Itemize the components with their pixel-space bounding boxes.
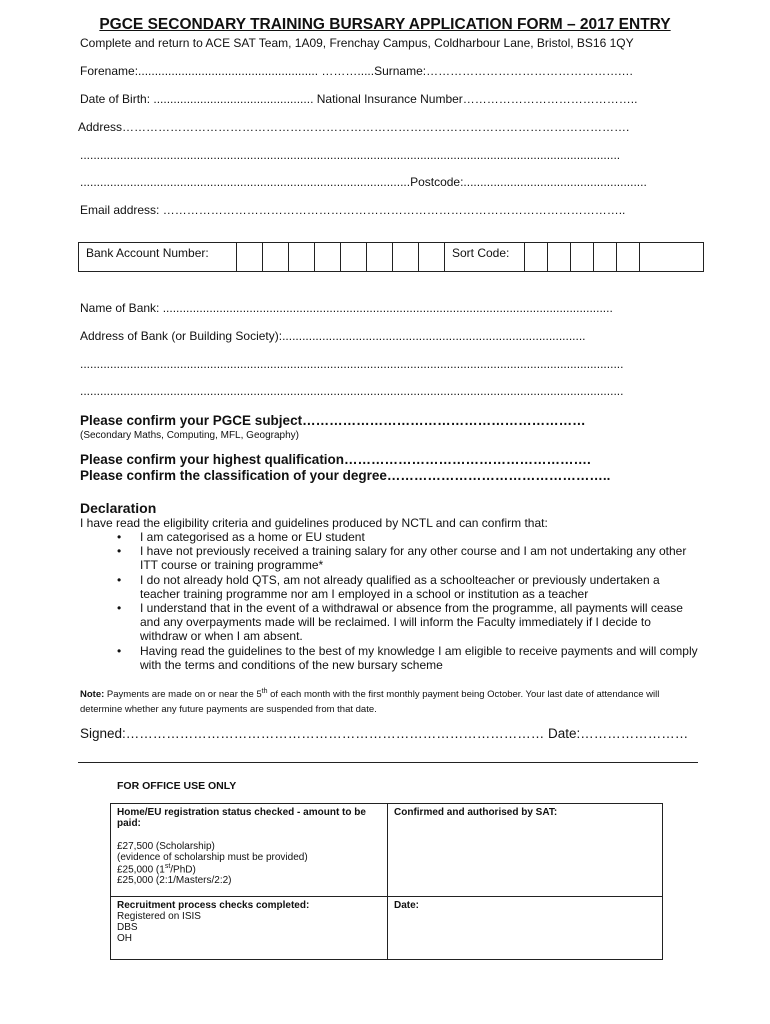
recruitment-checks-cell: Recruitment process checks completed: Registered on ISIS DBS OH bbox=[111, 897, 388, 960]
office-use-title: FOR OFFICE USE ONLY bbox=[117, 780, 237, 792]
signature-date-field[interactable]: Signed:………………………………………………………………………………… Date:…………………… bbox=[80, 726, 689, 741]
declaration-title: Declaration bbox=[80, 500, 157, 516]
account-digit-box[interactable] bbox=[366, 243, 392, 271]
sort-digit-box[interactable] bbox=[570, 243, 593, 271]
declaration-list bbox=[80, 530, 700, 672]
sat-authorisation-cell: Confirmed and authorised by SAT: bbox=[388, 804, 663, 897]
forename-surname-field[interactable]: Forename:...................................................... ……….....Surname:………………………………………….… bbox=[80, 64, 634, 78]
sort-digit-box[interactable] bbox=[616, 243, 639, 271]
bank-account-label: Bank Account Number: bbox=[86, 246, 209, 260]
account-digit-box[interactable] bbox=[288, 243, 314, 271]
bank-address-field-2[interactable]: ................................................................................................................................................................... bbox=[80, 357, 624, 371]
address-field-2[interactable]: .................................................................................................................................................................. bbox=[80, 148, 621, 162]
registration-status-cell: Home/EU registration status checked - amount to be paid: £27,500 (Scholarship) (evidence of scholarship must be provided) £25,000 (1st/PhD) £25,000 (2:1/Masters/2:2) bbox=[111, 804, 388, 897]
declaration-intro: I have read the eligibility criteria and guidelines produced by NCTL and can confirm that: bbox=[80, 516, 548, 530]
office-date-cell: Date: bbox=[388, 897, 663, 960]
sort-digit-box[interactable] bbox=[593, 243, 616, 271]
bank-address-field-1[interactable]: Address of Bank (or Building Society):........................................................................................... bbox=[80, 329, 586, 343]
account-digit-box[interactable] bbox=[262, 243, 288, 271]
bank-address-field-3[interactable]: ................................................................................................................................................................... bbox=[80, 384, 624, 398]
account-digit-box[interactable] bbox=[392, 243, 418, 271]
bank-details-box bbox=[78, 242, 704, 272]
pgce-subject-field[interactable]: Please confirm your PGCE subject……………………………………………………… bbox=[80, 413, 586, 428]
declaration-item: • I do not already hold QTS, am not already qualified as a schoolteacher or previously undertaken a teacher training programme nor am I employed in a school or institution as a teacher bbox=[117, 572, 660, 601]
qualification-field[interactable]: Please confirm your highest qualification………………………………………………. bbox=[80, 452, 591, 467]
declaration-item: • I have not previously received a training salary for any other course and I am not undertaking any other ITT course or training programme* bbox=[117, 544, 687, 573]
dob-ni-field[interactable]: Date of Birth: ................................................ National Insurance Number…………………………………….. bbox=[80, 92, 638, 106]
declaration-item: • Having read the guidelines to the best of my knowledge I am eligible to receive payments and will comply with the terms and conditions of the new bursary scheme bbox=[117, 643, 698, 672]
form-title: PGCE SECONDARY TRAINING BURSARY APPLICATION FORM – 2017 ENTRY bbox=[99, 16, 671, 33]
declaration-item: • I am categorised as a home or EU student bbox=[117, 530, 365, 544]
bank-name-field[interactable]: Name of Bank: ....................................................................................................................................... bbox=[80, 301, 613, 315]
address-field-1[interactable]: Address………………………………………………………………………………………………………………. bbox=[78, 120, 630, 134]
email-field[interactable]: Email address: …………………………………………………………………………………………………….. bbox=[80, 203, 626, 217]
office-use-table bbox=[110, 803, 663, 960]
account-digit-box[interactable] bbox=[314, 243, 340, 271]
classification-field[interactable]: Please confirm the classification of your degree………………………………………….. bbox=[80, 468, 611, 483]
divider bbox=[78, 762, 698, 763]
form-subtitle: Complete and return to ACE SAT Team, 1A09, Frenchay Campus, Coldharbour Lane, Bristol, BS16 1QY bbox=[80, 36, 634, 50]
account-digit-box[interactable] bbox=[340, 243, 366, 271]
payment-note: Note: Payments are made on or near the 5th of each month with the first monthly payment being October. Your last date of attendance will determine whether any future payments are suspended from that date. bbox=[80, 688, 660, 716]
address-postcode-field[interactable]: ...................................................................................................Postcode:....................................................... bbox=[80, 175, 647, 189]
account-digit-box[interactable] bbox=[418, 243, 444, 271]
sort-digit-box[interactable] bbox=[547, 243, 570, 271]
declaration-item: • I understand that in the event of a withdrawal or absence from the programme, all payments will cease and any overpayments made will be reclaimed. I will inform the Faculty immediately if I decide to withdraw or when I am absent. bbox=[117, 601, 683, 644]
account-digit-box[interactable] bbox=[236, 243, 262, 271]
pgce-subject-hint: (Secondary Maths, Computing, MFL, Geography) bbox=[80, 430, 299, 441]
sort-code-label: Sort Code: bbox=[444, 243, 524, 271]
sort-digit-box[interactable] bbox=[639, 243, 703, 271]
sort-digit-box[interactable] bbox=[524, 243, 547, 271]
